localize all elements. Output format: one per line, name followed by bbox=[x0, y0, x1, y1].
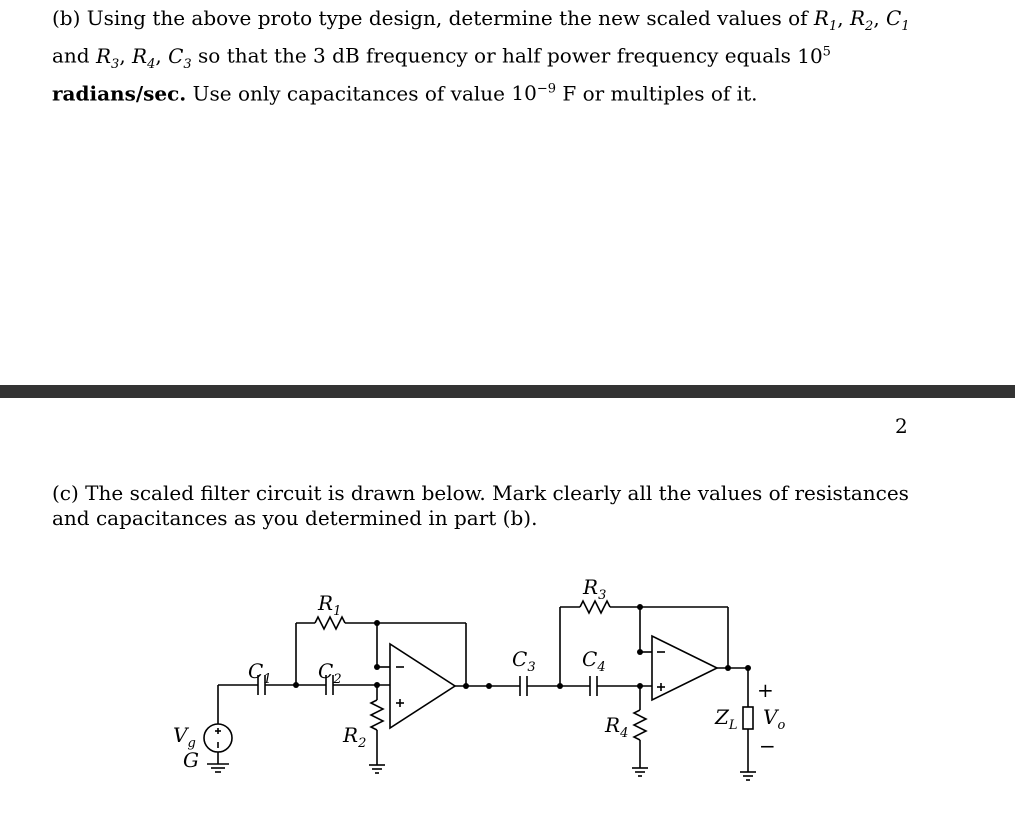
label-c4: $C_4$ bbox=[582, 647, 606, 675]
opamp-1 bbox=[390, 644, 455, 728]
label-r2: $R_2$ bbox=[343, 723, 367, 751]
label-c1: $C_1$ bbox=[248, 659, 272, 687]
ground-symbol-source bbox=[207, 764, 229, 772]
r4-symbol: $R_4$ bbox=[132, 43, 156, 72]
label-vo: $V_o$ bbox=[763, 705, 786, 733]
capacitor-c4 bbox=[590, 676, 597, 696]
label-vo-plus: + bbox=[757, 678, 774, 702]
frequency-value: $10^5$ bbox=[797, 43, 831, 68]
label-ground-g: G bbox=[183, 748, 199, 772]
label-zl: $Z_L$ bbox=[715, 705, 738, 733]
frequency-unit: radians/sec. bbox=[52, 81, 187, 106]
ground-symbol-r2 bbox=[369, 765, 385, 773]
capacitor-c3 bbox=[520, 676, 527, 696]
ground-symbol-r4 bbox=[632, 768, 648, 776]
label-vg: $V_g$ bbox=[173, 723, 196, 751]
r1-symbol: $R_1$ bbox=[813, 6, 838, 34]
ground-symbol-load bbox=[740, 772, 756, 780]
load-impedance bbox=[743, 707, 753, 729]
label-r1: $R_1$ bbox=[318, 591, 342, 619]
resistor-r4 bbox=[634, 710, 646, 740]
resistor-r2 bbox=[371, 700, 383, 730]
part-b-question: (b) Using the above proto type design, determine the new scaled values of $R_1$, $R_2$, $C_1$ and $R_3$, $R_4$, $C_3$ so that the 3 dB frequency or half power frequency equals $10^5$ radians/sec. Use only capacitances of value $10^{-9}$ F or multiples of it. bbox=[52, 6, 910, 106]
part-c-question: (c) The scaled filter circuit is drawn below. Mark clearly all the values of resistances and capacitances as you determined in part (b). bbox=[52, 481, 909, 530]
c1-symbol: $C_1$ bbox=[886, 6, 910, 34]
label-vo-minus: − bbox=[759, 734, 776, 758]
r2-symbol: $R_2$ bbox=[849, 6, 874, 34]
label-r3: $R_3$ bbox=[583, 575, 607, 603]
capacitance-value: $10^{-9}$ bbox=[511, 81, 556, 106]
page-divider bbox=[0, 385, 1015, 398]
label-c2: $C_2$ bbox=[318, 659, 342, 687]
r3-symbol: $R_3$ bbox=[95, 43, 120, 72]
voltage-source-vg bbox=[204, 685, 232, 764]
c3-symbol: $C_3$ bbox=[168, 43, 192, 72]
page-number: 2 bbox=[895, 414, 908, 438]
label-c3: $C_3$ bbox=[512, 647, 536, 675]
label-r4: $R_4$ bbox=[605, 713, 629, 741]
filter-circuit-diagram bbox=[0, 560, 1015, 820]
